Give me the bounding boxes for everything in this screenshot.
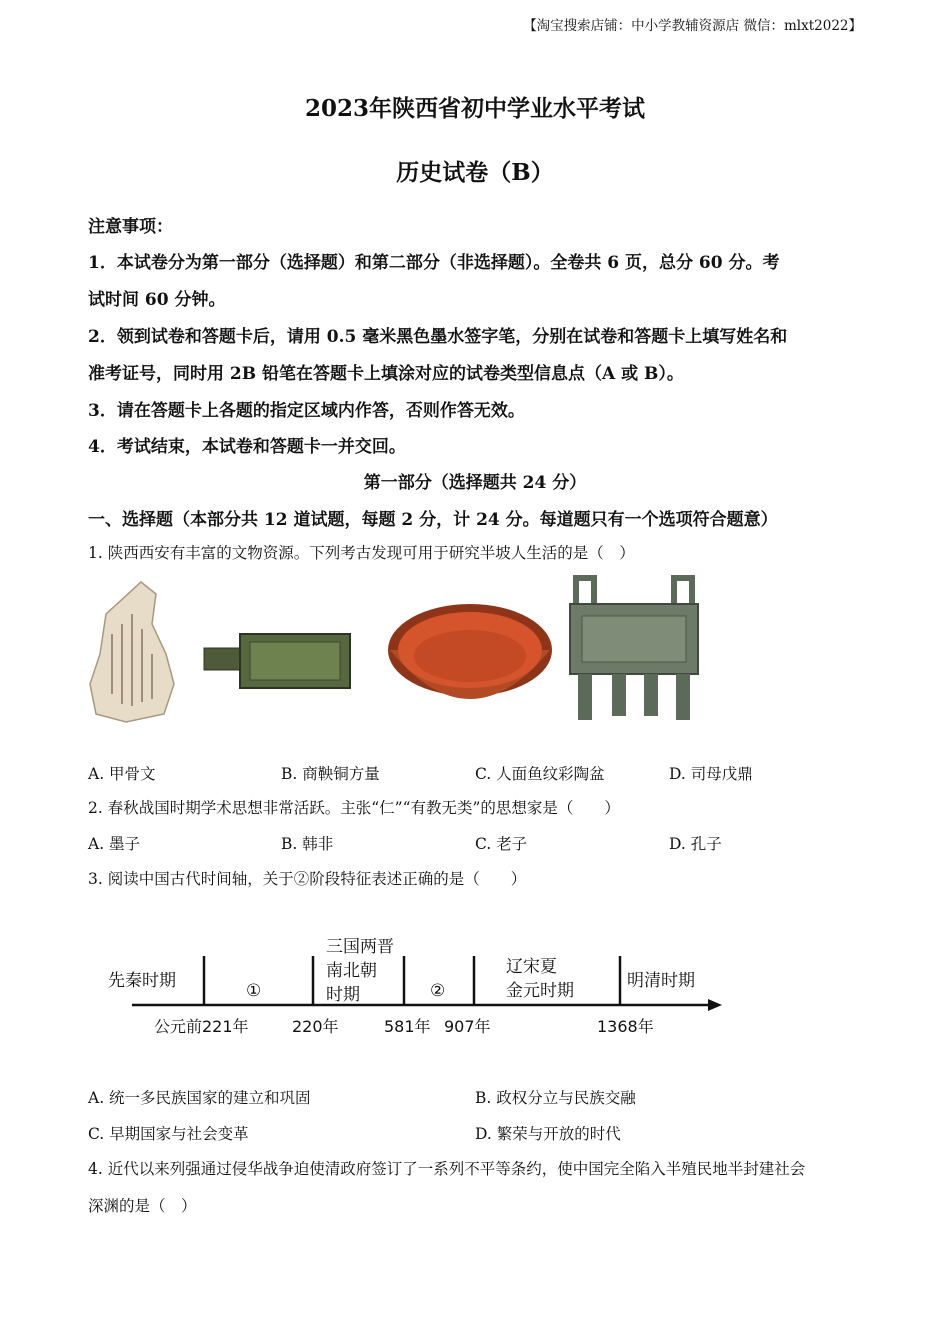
painted-pottery-basin-image [386,598,554,724]
q1-option-a: A. 甲骨文 [88,765,156,783]
header-note: 【淘宝搜索店铺：中小学教辅资源店 微信：mlxt2022】 [523,18,862,34]
year-label-581: 581年 [384,1017,431,1036]
period-sanguo-line-1: 三国两晋 [326,937,394,957]
period-liao-line-1: 辽宋夏 [506,957,557,977]
bronze-measure-image [202,630,354,692]
period-xianqin: 先秦时期 [108,971,176,991]
notice-item-1-line-2: 试时间 60 分钟。 [88,290,226,310]
exam-subtitle: 历史试卷（B） [396,159,554,186]
q4-stem-line-1: 4. 近代以来列强通过侵华战争迫使清政府签订了一系列不平等条约，使中国完全陷入半殖民地半封建社会 [88,1160,806,1178]
q2-option-c: C. 老子 [475,835,528,853]
q1-option-d: D. 司母戊鼎 [669,765,753,783]
oracle-bone-image [86,574,176,724]
q2-stem: 2. 春秋战国时期学术思想非常活跃。主张“仁”“有教无类”的思想家是（ ） [88,799,620,817]
timeline-diagram [0,920,950,1050]
notice-heading: 注意事项： [88,217,173,237]
period-mark-1: ① [246,981,262,1001]
q3-option-a: A. 统一多民族国家的建立和巩固 [88,1089,311,1107]
year-label-1368: 1368年 [597,1017,654,1036]
year-label-907: 907年 [444,1017,491,1036]
period-mark-2: ② [430,981,446,1001]
q4-stem-line-2: 深渊的是（ ） [88,1197,197,1215]
year-label-221bc: 公元前221年 [154,1017,249,1036]
period-sanguo-line-3: 时期 [326,985,360,1005]
part1-heading: 第一部分（选择题共 24 分） [363,473,587,493]
q3-option-b: B. 政权分立与民族交融 [475,1089,636,1107]
q2-option-d: D. 孔子 [669,835,722,853]
notice-item-2-line-2: 准考证号，同时用 2B 铅笔在答题卡上填涂对应的试卷类型信息点（A 或 B）。 [88,364,684,384]
notice-item-3: 3．请在答题卡上各题的指定区域内作答，否则作答无效。 [88,401,525,421]
q1-option-b: B. 商鞅铜方量 [281,765,380,783]
q3-option-c: C. 早期国家与社会变革 [88,1125,249,1143]
notice-item-4: 4．考试结束，本试卷和答题卡一并交回。 [88,437,406,457]
q2-option-a: A. 墨子 [88,835,141,853]
q2-option-b: B. 韩非 [281,835,334,853]
q3-option-d: D. 繁荣与开放的时代 [475,1125,621,1143]
period-liao-line-2: 金元时期 [506,981,574,1001]
q3-stem: 3. 阅读中国古代时间轴，关于②阶段特征表述正确的是（ ） [88,870,527,888]
q1-stem: 1. 陕西西安有丰富的文物资源。下列考古发现可用于研究半坡人生活的是（ ） [88,544,635,562]
notice-item-2-line-1: 2．领到试卷和答题卡后，请用 0.5 毫米黑色墨水签字笔，分别在试卷和答题卡上填写姓名和 [88,327,788,347]
simuwu-ding-image [564,574,704,724]
timeline-arrow [708,999,722,1011]
q1-option-c: C. 人面鱼纹彩陶盆 [475,765,605,783]
year-label-220: 220年 [292,1017,339,1036]
period-sanguo-line-2: 南北朝 [326,961,377,981]
period-mingqing: 明清时期 [627,971,695,991]
section1-heading: 一、选择题（本部分共 12 道试题，每题 2 分，计 24 分。每道题只有一个选项符合题意） [88,510,778,530]
exam-title: 2023年陕西省初中学业水平考试 [304,95,645,122]
notice-item-1-line-1: 1．本试卷分为第一部分（选择题）和第二部分（非选择题）。全卷共 6 页，总分 60 分。考 [88,253,780,273]
